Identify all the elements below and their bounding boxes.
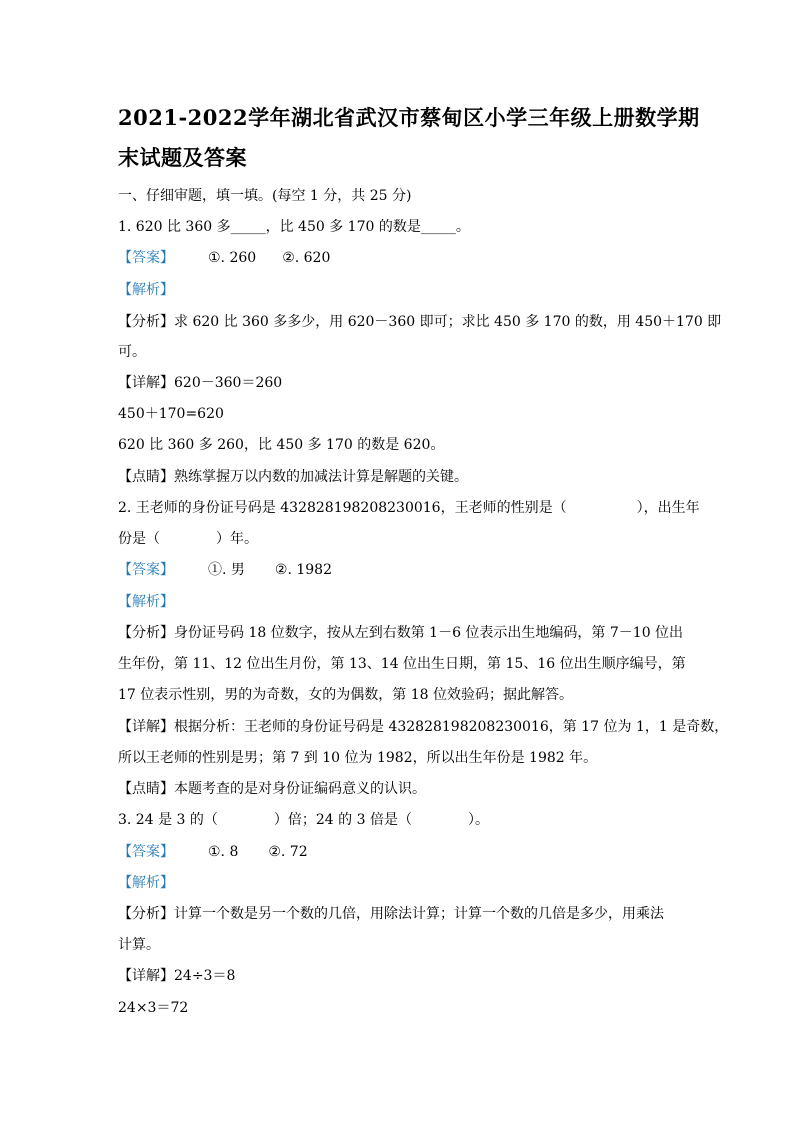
question-3-xiangjie-2: 24×3＝72	[118, 1000, 189, 1016]
question-2-dianjing: 【点睛】本题考查的是对身份证编码意义的认识。	[118, 781, 426, 797]
question-3-fenxi-2: 计算。	[118, 937, 160, 953]
answer-option-2: ②. 1982	[274, 562, 332, 578]
dianjing-tag: 【点睛】	[118, 781, 174, 797]
question-1-xiangjie-2: 450＋170=620	[118, 406, 224, 422]
question-3-answer-row	[118, 843, 688, 861]
question-1-answer-row	[118, 249, 688, 267]
dianjing-tag: 【点睛】	[118, 469, 174, 485]
xiangjie-tag: 【详解】	[118, 375, 174, 391]
answer-option-1: ①. 男	[208, 562, 245, 578]
answer-option-1: ①. 260	[208, 250, 257, 266]
question-2-stem: 2. 王老师的身份证号码是 432828198208230016，王老师的性别是（ ），出生年	[118, 500, 700, 516]
question-3-fenxi: 【分析】计算一个数是另一个数的几倍，用除法计算；计算一个数的几倍是多少，用乘法	[118, 906, 664, 922]
answer-tag: 【答案】	[118, 562, 174, 578]
question-1-fenxi: 【分析】求 620 比 360 多多少，用 620－360 即可；求比 450 多 170 的数，用 450＋170 即	[118, 314, 722, 330]
document-title-line-2: 末试题及答案	[118, 145, 247, 170]
question-2-fenxi: 【分析】身份证号码 18 位数字，按从左到右数第 1－6 位表示出生地编码，第 7－10 位出	[118, 625, 684, 641]
fenxi-tag: 【分析】	[118, 625, 174, 641]
question-2-xiangjie-2: 所以王老师的性别是男；第 7 到 10 位为 1982，所以出生年份是 1982 年。	[118, 750, 598, 766]
analysis-heading: 【解析】	[118, 875, 174, 891]
analysis-heading: 【解析】	[118, 594, 174, 610]
answer-option-2: ②. 620	[282, 250, 331, 266]
section-heading: 一、仔细审题，填一填。(每空 1 分，共 25 分)	[118, 188, 412, 204]
xiangjie-tag: 【详解】	[118, 719, 174, 735]
analysis-heading: 【解析】	[118, 282, 174, 298]
question-3-stem: 3. 24 是 3 的（ ）倍；24 的 3 倍是（ ）。	[118, 812, 489, 828]
fenxi-tag: 【分析】	[118, 314, 174, 330]
question-1-dianjing: 【点睛】熟练掌握万以内数的加减法计算是解题的关键。	[118, 469, 468, 485]
answer-option-1: ①. 8	[208, 844, 239, 860]
question-1-xiangjie: 【详解】620－360＝260	[118, 375, 283, 391]
xiangjie-tag: 【详解】	[118, 968, 174, 984]
question-1-fenxi-cont: 可。	[118, 344, 146, 360]
question-2-answer-row	[118, 561, 688, 579]
question-3-xiangjie: 【详解】24÷3＝8	[118, 968, 236, 984]
answer-tag: 【答案】	[118, 250, 174, 266]
answer-tag: 【答案】	[118, 844, 174, 860]
question-2-xiangjie: 【详解】根据分析：王老师的身份证号码是 432828198208230016，第 17 位为 1，1 是奇数，	[118, 719, 729, 735]
question-1-xiangjie-3: 620 比 360 多 260，比 450 多 170 的数是 620。	[118, 437, 445, 453]
question-2-fenxi-3: 17 位表示性别，男的为奇数，女的为偶数，第 18 位效验码；据此解答。	[118, 687, 573, 703]
question-2-fenxi-2: 生年份，第 11、12 位出生月份，第 13、14 位出生日期，第 15、16 位出生顺序编号，第	[118, 656, 686, 672]
question-1-stem: 1. 620 比 360 多_____，比 450 多 170 的数是_____。	[118, 219, 470, 235]
fenxi-tag: 【分析】	[118, 906, 174, 922]
answer-option-2: ②. 72	[268, 844, 308, 860]
question-2-stem-cont: 份是（ ）年。	[118, 531, 258, 547]
document-title-line-1: 2021-2022学年湖北省武汉市蔡甸区小学三年级上册数学期	[118, 105, 700, 130]
